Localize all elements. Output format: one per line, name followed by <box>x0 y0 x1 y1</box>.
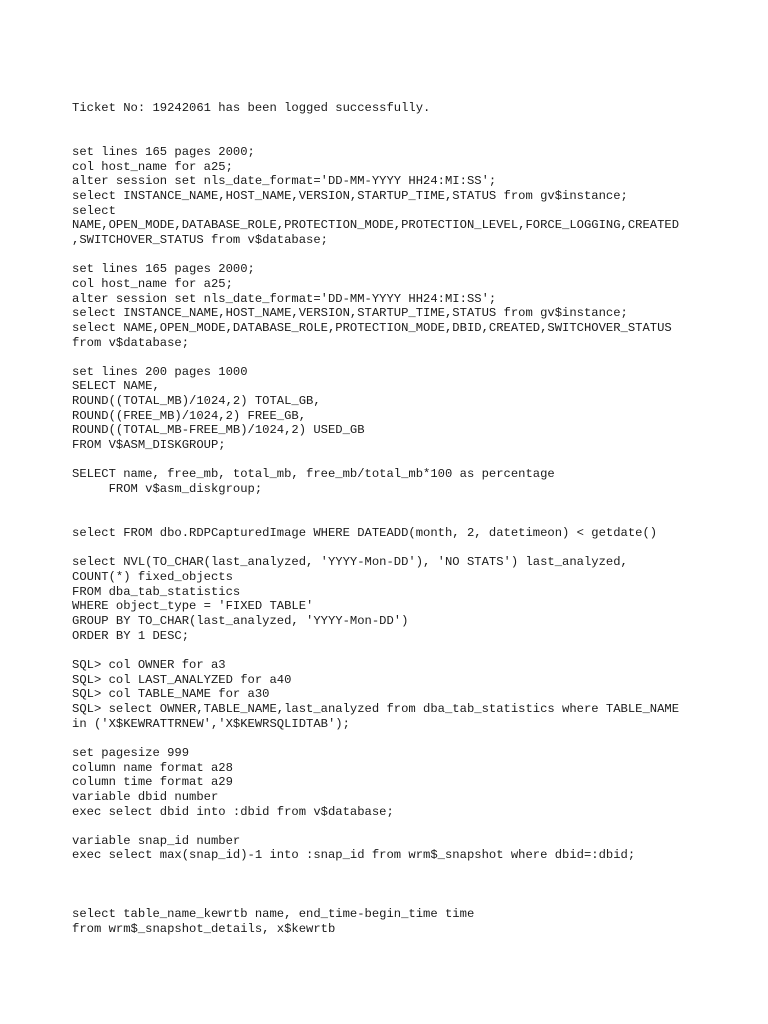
document-body-text <box>72 101 752 936</box>
text-line: exec select max(snap_id)-1 into :snap_id from wrm$_snapshot where dbid=:dbid; <box>72 848 636 863</box>
text-line: select FROM dbo.RDPCapturedImage WHERE DATEADD(month, 2, datetimeon) < getdate() <box>72 526 658 541</box>
text-line: SQL> col LAST_ANALYZED for a40 <box>72 672 292 687</box>
text-line: SQL> select OWNER,TABLE_NAME,last_analyzed from dba_tab_statistics where TABLE_NAME <box>72 701 680 716</box>
text-line: ,SWITCHOVER_STATUS from v$database; <box>72 232 328 247</box>
text-line: COUNT(*) fixed_objects <box>72 570 233 584</box>
text-line: set lines 200 pages 1000 <box>72 364 248 379</box>
text-line: exec select dbid into :dbid from v$database; <box>72 804 394 819</box>
text-line: set lines 165 pages 2000; <box>72 144 255 159</box>
text-line: in ('X$KEWRATTRNEW','X$KEWRSQLIDTAB'); <box>72 716 350 731</box>
text-line: select table_name_kewrtb name, end_time-begin_time time <box>72 907 475 922</box>
text-line: select INSTANCE_NAME,HOST_NAME,VERSION,STARTUP_TIME,STATUS from gv$instance; <box>72 188 628 203</box>
text-line: select NVL(TO_CHAR(last_analyzed, 'YYYY-Mon-DD'), 'NO STATS') last_analyzed, <box>72 555 628 570</box>
text-line: ROUND((TOTAL_MB)/1024,2) TOTAL_GB, <box>72 394 321 409</box>
text-line: NAME,OPEN_MODE,DATABASE_ROLE,PROTECTION_MODE,PROTECTION_LEVEL,FORCE_LOGGING,CREATED <box>72 218 680 233</box>
text-line: variable dbid number <box>72 789 219 804</box>
text-line: ROUND((FREE_MB)/1024,2) FREE_GB, <box>72 408 307 423</box>
text-line: Ticket No: 19242061 has been logged successfully. <box>72 101 431 115</box>
text-line: SQL> col TABLE_NAME for a30 <box>72 687 270 702</box>
text-line: SELECT name, free_mb, total_mb, free_mb/total_mb*100 as percentage <box>72 467 555 482</box>
text-line: alter session set nls_date_format='DD-MM-YYYY HH24:MI:SS'; <box>72 174 497 189</box>
text-line: column time format a29 <box>72 775 233 790</box>
text-line: set pagesize 999 <box>72 745 190 760</box>
text-line: col host_name for a25; <box>72 276 233 291</box>
text-line: ORDER BY 1 DESC; <box>72 628 190 643</box>
text-line: GROUP BY TO_CHAR(last_analyzed, 'YYYY-Mon-DD') <box>72 613 409 628</box>
text-line: FROM v$asm_diskgroup; <box>72 482 263 497</box>
text-line: FROM V$ASM_DISKGROUP; <box>72 438 226 453</box>
text-line: FROM dba_tab_statistics <box>72 584 241 599</box>
text-line: SELECT NAME, <box>72 379 160 394</box>
text-line: set lines 165 pages 2000; <box>72 262 255 277</box>
text-line: from v$database; <box>72 335 190 350</box>
text-line: variable snap_id number <box>72 833 241 848</box>
text-line: column name format a28 <box>72 760 233 775</box>
text-line: alter session set nls_date_format='DD-MM-YYYY HH24:MI:SS'; <box>72 291 497 306</box>
text-line: select <box>72 203 116 218</box>
text-line: select INSTANCE_NAME,HOST_NAME,VERSION,STARTUP_TIME,STATUS from gv$instance; <box>72 306 628 321</box>
text-line: ROUND((TOTAL_MB-FREE_MB)/1024,2) USED_GB <box>72 423 365 438</box>
text-line: col host_name for a25; <box>72 159 233 174</box>
text-line: WHERE object_type = 'FIXED TABLE' <box>72 599 314 614</box>
text-line: select NAME,OPEN_MODE,DATABASE_ROLE,PROTECTION_MODE,DBID,CREATED,SWITCHOVER_STATUS <box>72 320 672 335</box>
text-line: from wrm$_snapshot_details, x$kewrtb <box>72 921 336 936</box>
text-line: SQL> col OWNER for a3 <box>72 657 226 672</box>
